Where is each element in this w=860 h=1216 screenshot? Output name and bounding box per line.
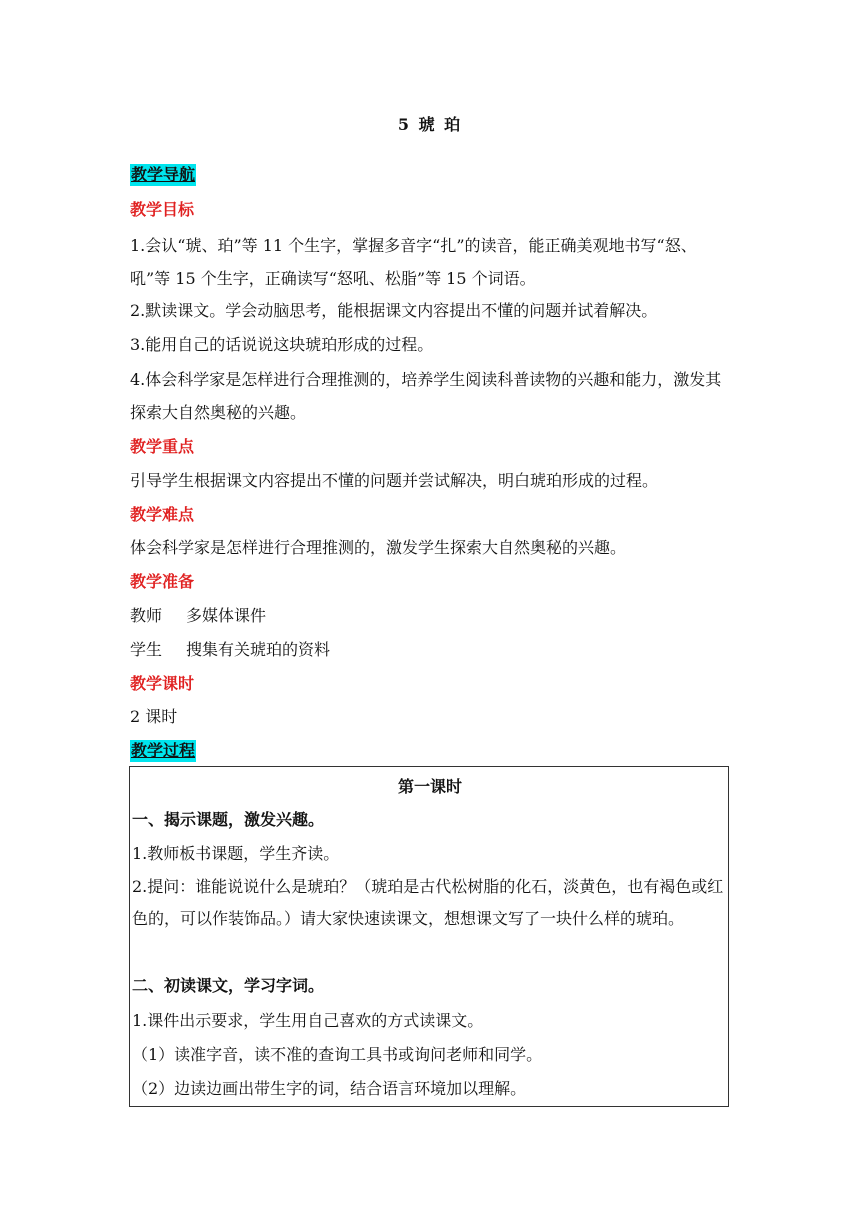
section-2-heading: 二、初读课文，学习字词。 — [132, 976, 325, 995]
objective-item-1: 1.会认“琥、珀”等 11 个生字，掌握多音字“扎”的读音，能正确美观地书写“怒、吼”等 15 个生字，正确读写“怒吼、松脂”等 15 个词语。 — [130, 236, 697, 288]
teacher-item: 多媒体课件 — [186, 606, 267, 625]
objective-item-2: 2.默读课文。学会动脑思考，能根据课文内容提出不懂的问题并试着解决。 — [130, 301, 658, 320]
lesson-table — [129, 766, 729, 1107]
keypoints-text: 引导学生根据课文内容提出不懂的问题并尝试解决，明白琥珀形成的过程。 — [130, 471, 659, 490]
preparation-teacher — [130, 605, 730, 627]
preparation-heading: 教学准备 — [130, 572, 195, 591]
section-process-heading: 教学过程 — [131, 741, 196, 760]
section-2-item-1: 1.课件出示要求，学生用自己喜欢的方式读课文。 — [132, 1011, 484, 1030]
hours-value: 2 课时 — [130, 707, 178, 726]
section-1-item-1: 1.教师板书课题，学生齐读。 — [132, 844, 340, 863]
page-title: 5 琥 珀 — [397, 115, 463, 134]
student-item: 搜集有关琥珀的资料 — [186, 640, 331, 659]
hours-heading: 教学课时 — [130, 674, 195, 693]
objective-item-4: 4.体会科学家是怎样进行合理推测的，培养学生阅读科普读物的兴趣和能力，激发其探索大自然奥秘的兴趣。 — [130, 370, 722, 422]
objectives-heading: 教学目标 — [130, 200, 195, 219]
lesson-title: 第一课时 — [397, 777, 462, 796]
teacher-role: 教师 — [130, 606, 163, 625]
section-2-sub-2: （2）边读边画出带生字的词，结合语言环境加以理解。 — [132, 1079, 527, 1098]
preparation-student — [130, 639, 730, 661]
student-role: 学生 — [130, 640, 163, 659]
objective-item-3: 3.能用自己的话说说这块琥珀形成的过程。 — [130, 335, 434, 354]
keypoints-heading: 教学重点 — [130, 437, 195, 456]
section-2-sub-1: （1）读准字音，读不准的查询工具书或询问老师和同学。 — [132, 1045, 543, 1064]
section-1-heading: 一、揭示课题，激发兴趣。 — [132, 810, 325, 829]
section-1-item-2: 2.提问：谁能说说什么是琥珀？（琥珀是古代松树脂的化石，淡黄色，也有褐色或红色的，可以作装饰品。）请大家快速读课文，想想课文写了一块什么样的琥珀。 — [132, 877, 724, 928]
section-guide-heading: 教学导航 — [131, 165, 196, 184]
difficulties-text: 体会科学家是怎样进行合理推测的，激发学生探索大自然奥秘的兴趣。 — [130, 538, 627, 557]
difficulties-heading: 教学难点 — [130, 505, 195, 524]
